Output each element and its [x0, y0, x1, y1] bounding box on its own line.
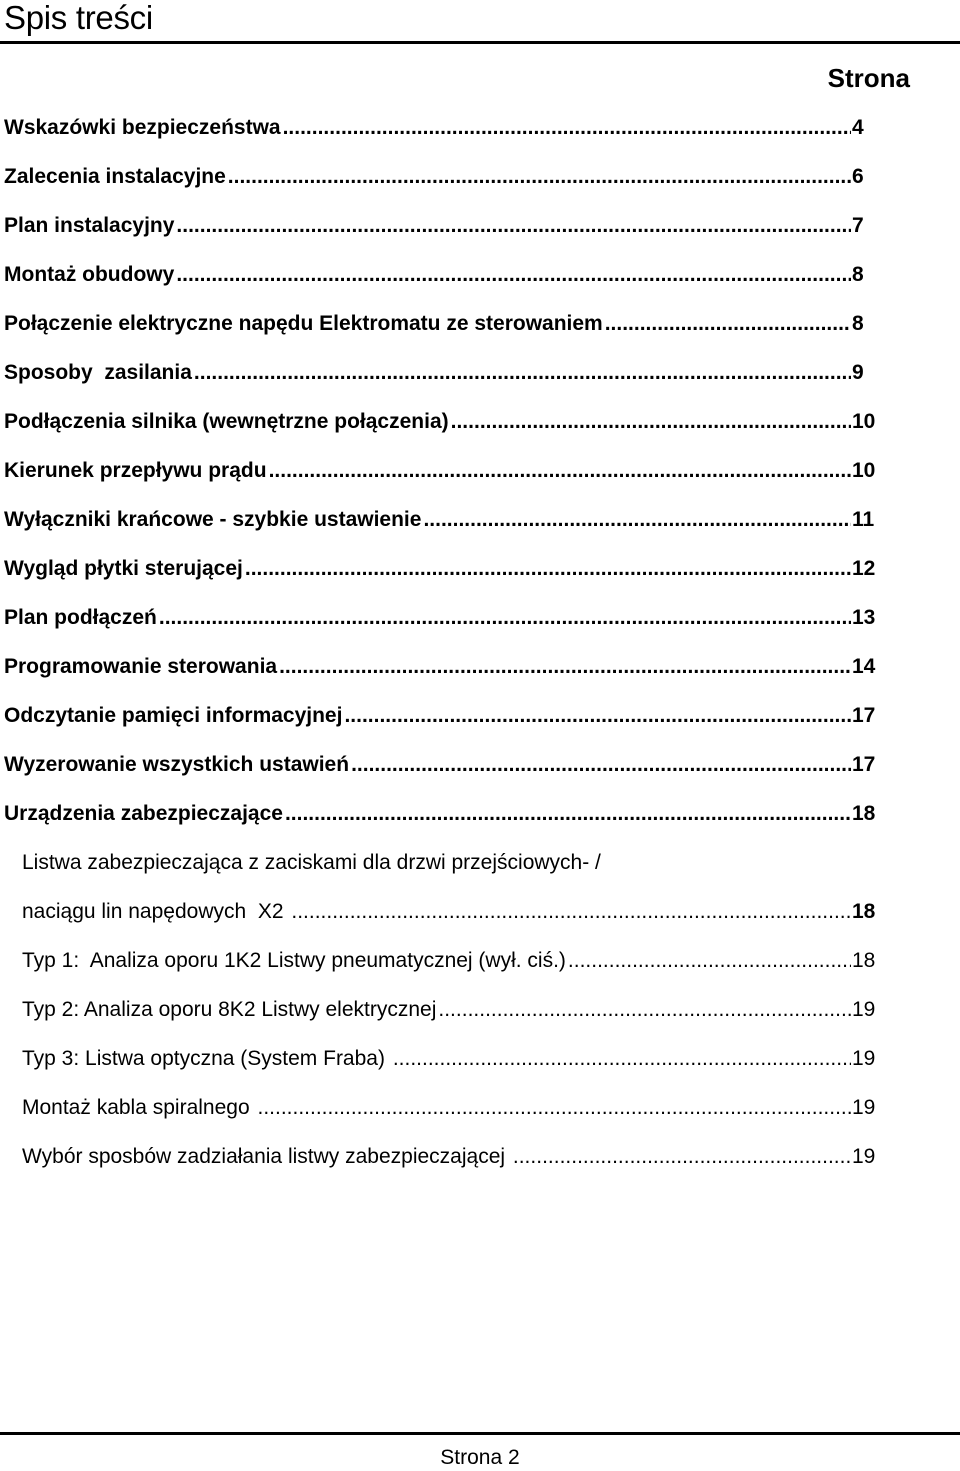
toc-leader-dots: [568, 948, 851, 974]
toc-entry[interactable]: [4, 691, 878, 740]
toc-leader-dots: [257, 1095, 851, 1121]
toc-subentry-line: Listwa zabezpieczająca z zaciskami dla drzwi przejściowych- /: [22, 850, 601, 874]
toc-subentry[interactable]: [22, 985, 878, 1034]
toc-leader-dots: [451, 409, 851, 435]
toc-entry-page: 8: [852, 311, 864, 335]
toc-entry-title: Wygląd płytki sterującej: [4, 556, 243, 580]
toc-subentry-page: 19: [852, 1095, 876, 1119]
toc-entry-page: 18: [852, 801, 876, 825]
toc-entry-page: 17: [852, 752, 876, 776]
toc-leader-dots: [423, 507, 851, 533]
toc-subentry-title: naciągu lin napędowych X2: [22, 899, 290, 923]
toc-entry-page: 11: [852, 507, 875, 531]
toc-leader-dots: [605, 311, 851, 337]
toc-leader-dots: [176, 213, 851, 239]
toc-entry-page: 14: [852, 654, 876, 678]
toc-subentry[interactable]: [22, 1132, 878, 1181]
toc-entry[interactable]: [4, 397, 878, 446]
bottom-rule: [0, 1432, 960, 1435]
toc-leader-dots: [245, 556, 851, 582]
toc-entry-title: Podłączenia silnika (wewnętrzne połączenia): [4, 409, 449, 433]
toc-subentry-page: 18: [852, 948, 876, 972]
toc-entry-page: 4: [852, 115, 864, 139]
toc-subentry-title: Typ 2: Analiza oporu 8K2 Listwy elektrycznej: [22, 997, 437, 1021]
toc-entry-title: Urządzenia zabezpieczające: [4, 801, 283, 825]
toc-entry-page: 13: [852, 605, 876, 629]
toc-entry-title: Odczytanie pamięci informacyjnej: [4, 703, 343, 727]
toc-entry-title: Programowanie sterowania: [4, 654, 278, 678]
toc-subentry-title: Wybór sposbów zadziałania listwy zabezpieczającej: [22, 1144, 511, 1168]
toc-entry[interactable]: [4, 495, 878, 544]
toc-subentry[interactable]: [22, 887, 878, 936]
footer-page-number: Strona 2: [440, 1446, 520, 1469]
toc-entry[interactable]: [4, 201, 878, 250]
toc-entry-title: Wyzerowanie wszystkich ustawień: [4, 752, 350, 776]
toc-leader-dots: [176, 262, 851, 288]
toc-entry-title: Sposoby zasilania: [4, 360, 192, 384]
toc-leader-dots: [194, 360, 851, 386]
toc-subentry-page: 19: [852, 997, 876, 1021]
toc-leader-dots: [159, 605, 851, 631]
toc-leader-dots: [393, 1046, 851, 1072]
toc-entry[interactable]: [4, 593, 878, 642]
toc-entry-title: Plan podłączeń: [4, 605, 157, 629]
toc-entry[interactable]: [4, 103, 878, 152]
toc-subentry-page: 18: [852, 899, 876, 923]
toc-subentry-page: 19: [852, 1046, 876, 1070]
toc-leader-dots: [228, 164, 851, 190]
toc-entry-page: 6: [852, 164, 864, 188]
toc-leader-dots: [269, 458, 851, 484]
toc-leader-dots: [344, 703, 851, 729]
toc-entry-title: Wskazówki bezpieczeństwa: [4, 115, 281, 139]
toc-entry[interactable]: [4, 348, 878, 397]
toc-entry-title: Montaż obudowy: [4, 262, 175, 286]
page-title: Spis treści: [4, 0, 153, 36]
toc-entry-title: Zalecenia instalacyjne: [4, 164, 226, 188]
toc-entry-page: 10: [852, 458, 876, 482]
toc-entry-title: Wyłączniki krańcowe - szybkie ustawienie: [4, 507, 422, 531]
toc-entry-title: Plan instalacyjny: [4, 213, 175, 237]
toc-leader-dots: [351, 752, 851, 778]
page-column-header: Strona: [827, 63, 910, 93]
toc-leader-dots: [291, 899, 851, 925]
toc-entry-page: 12: [852, 556, 876, 580]
toc-subentry-title: Typ 1: Analiza oporu 1K2 Listwy pneumatycznej (wył. ciś.): [22, 948, 566, 972]
toc-leader-dots: [283, 115, 851, 141]
toc-entry-page: 8: [852, 262, 864, 286]
toc-entry[interactable]: [4, 789, 878, 838]
toc-entry-title: Kierunek przepływu prądu: [4, 458, 267, 482]
toc-subentry-page: 19: [852, 1144, 876, 1168]
toc-entry[interactable]: [4, 152, 878, 201]
toc-entry[interactable]: [4, 544, 878, 593]
toc-entry-page: 17: [852, 703, 876, 727]
toc-leader-dots: [513, 1144, 851, 1170]
toc-leader-dots: [438, 997, 851, 1023]
top-rule: [0, 41, 960, 44]
toc-leader-dots: [285, 801, 851, 827]
toc-entry-page: 9: [852, 360, 864, 384]
toc-entry[interactable]: [4, 740, 878, 789]
toc-entry-title: Połączenie elektryczne napędu Elektromatu ze sterowaniem: [4, 311, 603, 335]
toc-leader-dots: [279, 654, 851, 680]
toc-subentry[interactable]: [22, 1083, 878, 1132]
toc-entry[interactable]: [4, 250, 878, 299]
toc-subentry[interactable]: [22, 936, 878, 985]
toc-entry[interactable]: [4, 446, 878, 495]
toc-subentry-title: Montaż kabla spiralnego: [22, 1095, 256, 1119]
toc-entry-page: 10: [852, 409, 876, 433]
toc-entry[interactable]: [4, 299, 878, 348]
toc-entry-page: 7: [852, 213, 864, 237]
toc-subentry-title: Typ 3: Listwa optyczna (System Fraba): [22, 1046, 391, 1070]
toc-subentry[interactable]: [22, 1034, 878, 1083]
toc-entry[interactable]: [4, 642, 878, 691]
